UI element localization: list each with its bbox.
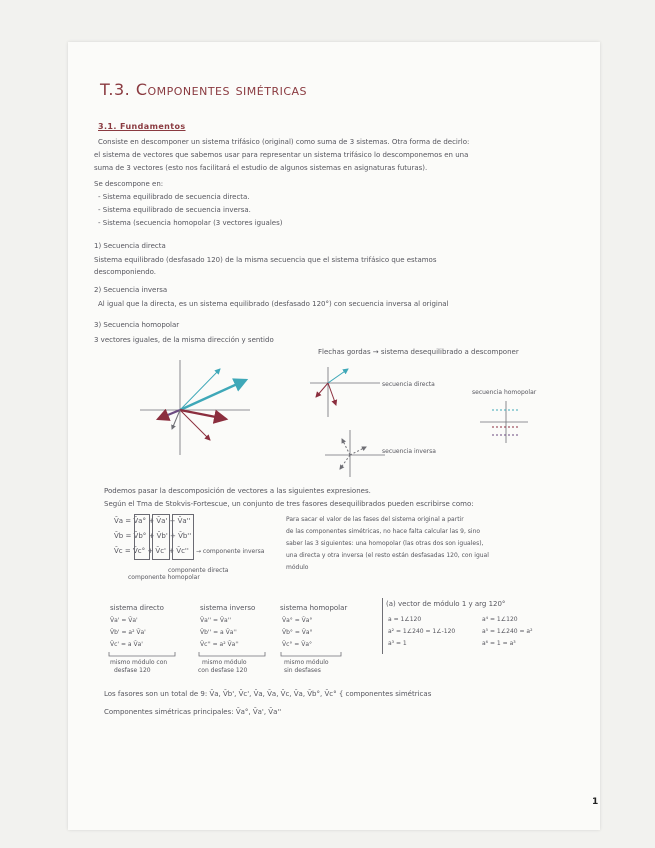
a-vector-bracket <box>382 598 383 654</box>
system-homopolar-note-2: sin desfases <box>284 667 321 674</box>
item-3-heading: 3) Secuencia homopolar <box>94 321 180 329</box>
system-inverse-note-2: con desfase 120 <box>198 667 248 674</box>
system-inverse-row-2: V̄b'' = a V̄a'' <box>200 629 237 636</box>
equation-c: V̄c = V̄c° + V̄c' + V̄c'' <box>114 547 189 555</box>
system-homopolar-row-3: V̄c° = V̄a° <box>282 641 313 648</box>
system-homopolar-row-1: V̄a° = V̄a° <box>282 617 313 624</box>
intro-line-3: suma de 3 vectores (esto nos facilitará el estudio de algunos sistemas en asignaturas futuras). <box>94 164 428 172</box>
a-left-3: a³ = 1 <box>388 640 407 647</box>
intro-line-1: Consiste en descomponer un sistema trifásico (original) como suma de 3 sistemas. Otra forma de decirlo: <box>98 138 470 146</box>
explain-line-2: de las componentes simétricas, no hace falta calcular las 9, sino <box>286 528 481 535</box>
label-component-direct: componente directa <box>168 567 229 574</box>
direct-sequence-diagram <box>310 367 380 417</box>
system-brackets <box>105 650 365 660</box>
system-direct-row-2: V̄b' = a² V̄a' <box>110 629 146 636</box>
system-inverse-row-1: V̄a'' = V̄a'' <box>200 617 232 624</box>
direct-box <box>152 514 170 560</box>
item-1-line-1: Sistema equilibrado (desfasado 120) de la misma secuencia que el sistema trifásico que estamos <box>94 256 437 264</box>
label-homopolar-sequence: secuencia homopolar <box>472 389 537 396</box>
item-2-line-1: Al igual que la directa, es un sistema equilibrado (desfasado 120°) con secuencia inversa al original <box>98 300 449 308</box>
fortescue-line-1: Podemos pasar la descomposición de vectores a las siguientes expresiones. <box>104 487 371 495</box>
system-inverse-title: sistema inverso <box>200 604 256 612</box>
explain-line-3: saber las 3 siguientes: una homopolar (las otras dos son iguales), <box>286 540 484 547</box>
inverse-sequence-diagram <box>325 430 385 477</box>
explain-line-5: módulo <box>286 564 309 571</box>
bullet-2: - Sistema equilibrado de secuencia inversa. <box>98 206 251 214</box>
inverse-box <box>172 514 194 560</box>
explain-line-4: una directa y otra inversa (el resto están desfasadas 120, con igual <box>286 552 489 559</box>
homopolar-box <box>134 514 150 560</box>
system-homopolar-row-2: V̄b° = V̄a° <box>282 629 313 636</box>
a-left-2: a² = 1∠240 = 1∠-120 <box>388 628 456 635</box>
label-inverse-sequence: secuencia inversa <box>382 448 436 455</box>
system-homopolar-title: sistema homopolar <box>280 604 348 612</box>
system-direct-note-1: mismo módulo con <box>110 659 168 666</box>
bullet-1: - Sistema equilibrado de secuencia directa. <box>98 193 250 201</box>
summary-line-2: Componentes simétricas principales: V̄a°, V̄a', V̄a'' <box>104 708 282 716</box>
summary-line-1: Los fasores son un total de 9: V̄a, V̄b', V̄c', V̄a, V̄a, V̄c, V̄a, V̄b°, V̄c° { componentes simétricas <box>104 690 432 698</box>
system-direct-row-3: V̄c' = a V̄a' <box>110 641 143 648</box>
a-right-3: a⁶ = 1 = a³ <box>482 640 516 647</box>
a-vector-header: (a) vector de módulo 1 y arg 120° <box>386 600 506 608</box>
item-1-heading: 1) Secuencia directa <box>94 242 166 250</box>
system-homopolar-note-1: mismo módulo <box>284 659 329 666</box>
main-phasor-diagram <box>140 360 250 455</box>
item-3-line-1: 3 vectores iguales, de la misma dirección y sentido <box>94 336 274 344</box>
phasor-diagrams <box>140 355 580 480</box>
page-title: T.3. Componentes simétricas <box>100 80 308 99</box>
intro-line-2: el sistema de vectores que sabemos usar para representar un sistema trifásico lo descomponemos en una <box>94 151 469 159</box>
label-component-homopolar: componente homopolar <box>128 574 200 581</box>
equation-a: V̄a = V̄a° + V̄a' + V̄a'' <box>114 517 191 525</box>
system-inverse-row-3: V̄c'' = a² V̄a'' <box>200 641 239 648</box>
bullet-3: - Sistema (secuencia homopolar (3 vectores iguales) <box>98 219 283 227</box>
item-1-line-2: descomponiendo. <box>94 268 157 276</box>
homopolar-sequence-diagram <box>480 401 528 443</box>
section-heading: 3.1. Fundamentos <box>98 122 186 131</box>
explain-line-1: Para sacar el valor de las fases del sistema original a partir <box>286 516 464 523</box>
decompose-label: Se descompone en: <box>94 180 164 188</box>
fortescue-line-2: Según el Tma de Stokvis-Fortescue, un conjunto de tres fasores desequilibrados pueden escribirse como: <box>104 500 474 508</box>
arrows-caption: Flechas gordas → sistema desequilibrado a descomponer <box>318 348 519 356</box>
a-right-2: a⁵ = 1∠240 = a² <box>482 628 533 635</box>
label-direct-sequence: secuencia directa <box>382 381 435 388</box>
item-2-heading: 2) Secuencia inversa <box>94 286 168 294</box>
page-number: 1 <box>592 797 599 807</box>
equation-b: V̄b = V̄b° + V̄b' + V̄b'' <box>114 532 192 540</box>
a-right-1: a⁴ = 1∠120 <box>482 616 518 623</box>
system-inverse-note-1: mismo módulo <box>202 659 247 666</box>
system-direct-note-2: desfase 120 <box>114 667 151 674</box>
label-component-inverse: → componente inversa <box>196 548 265 555</box>
system-direct-row-1: V̄a' = V̄a' <box>110 617 138 624</box>
system-direct-title: sistema directo <box>110 604 164 612</box>
a-left-1: a = 1∠120 <box>388 616 422 623</box>
